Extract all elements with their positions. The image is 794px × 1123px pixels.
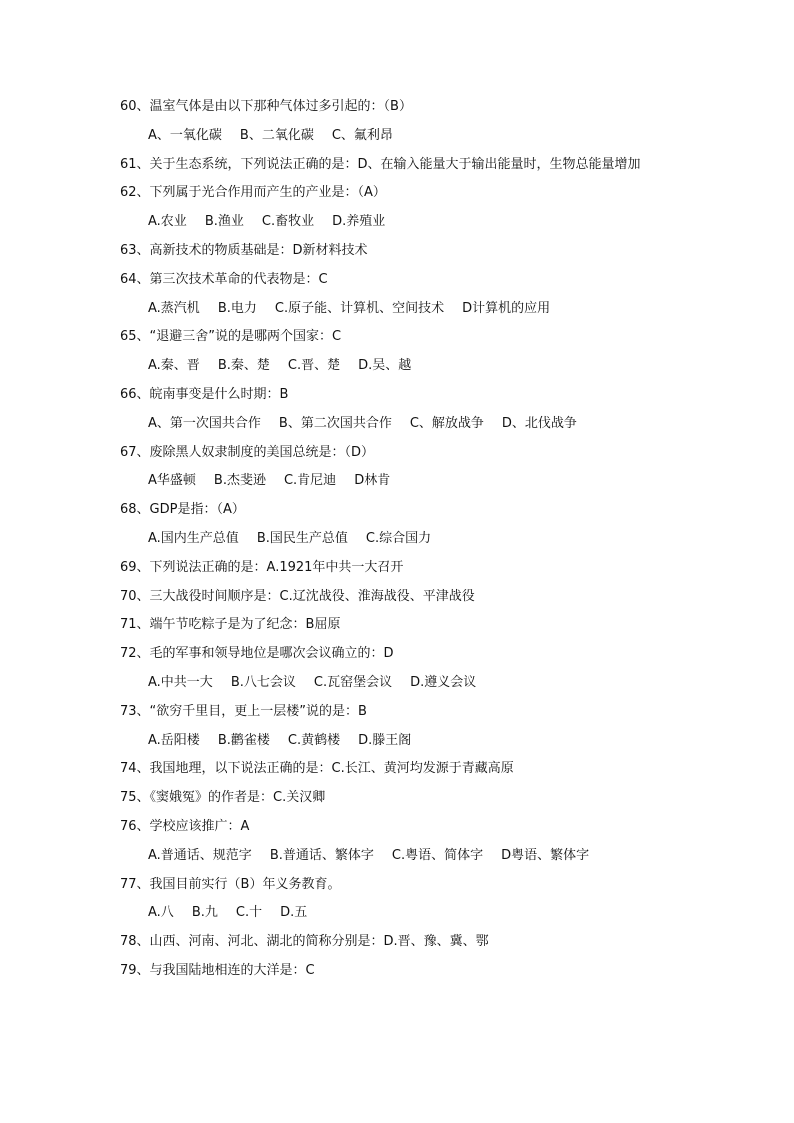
answer-option: B.九 xyxy=(191,905,218,921)
answer-option: D计算机的应用 xyxy=(462,300,551,316)
answer-option: C.晋、楚 xyxy=(287,358,341,374)
question-text: 71、端午节吃粽子是为了纪念：B屈原 xyxy=(120,617,341,633)
answer-options xyxy=(148,357,754,375)
answer-option: B.秦、楚 xyxy=(217,358,270,374)
answer-option: C.黄鹤楼 xyxy=(287,732,341,748)
answer-option: A.国内生产总值 xyxy=(148,531,239,546)
answer-option: A.秦、晋 xyxy=(148,358,200,374)
answer-option: D.滕王阁 xyxy=(358,732,412,748)
answer-option: B、第二次国共合作 xyxy=(278,415,392,431)
answer-option: D.养殖业 xyxy=(332,214,386,230)
answer-option: B.电力 xyxy=(217,300,257,316)
answer-option: C、解放战争 xyxy=(409,415,484,431)
answer-option: A华盛顿 xyxy=(148,473,196,489)
answer-option: B、二氧化碳 xyxy=(239,127,314,143)
answer-option: B.八七会议 xyxy=(230,675,296,690)
answer-option: C.肯尼迪 xyxy=(283,473,337,489)
answer-option: B.国民生产总值 xyxy=(256,531,348,546)
question-text: 67、废除黑人奴隶制度的美国总统是：（D） xyxy=(120,444,375,460)
answer-options xyxy=(148,415,754,433)
question-text: 75、《窦娥冤》的作者是：C.关汉卿 xyxy=(120,790,326,806)
answer-option: B.鹳雀楼 xyxy=(217,732,270,748)
answer-option: A.普通话、规范字 xyxy=(148,847,252,863)
answer-option: A、第一次国共合作 xyxy=(148,415,261,431)
answer-option: C.综合国力 xyxy=(365,531,432,546)
question-text: 60、温室气体是由以下那种气体过多引起的：（B） xyxy=(120,99,412,114)
question-text: 61、关于生态系统，下列说法正确的是：D、在输入能量大于输出能量时，生物总能量增加 xyxy=(120,156,641,172)
answer-option: A、一氧化碳 xyxy=(148,127,222,143)
answer-options xyxy=(148,904,754,922)
question-text: 76、学校应该推广：A xyxy=(120,819,250,834)
answer-option: C.原子能、计算机、空间技术 xyxy=(274,300,445,316)
answer-option: D.五 xyxy=(280,905,308,921)
question-text: 65、“退避三舍”说的是哪两个国家：C xyxy=(120,329,342,345)
answer-option: D、北伐战争 xyxy=(501,415,577,431)
answer-option: A.农业 xyxy=(148,214,187,230)
answer-options xyxy=(148,127,754,145)
answer-option: D林肯 xyxy=(354,473,391,489)
question-text: 78、山西、河南、河北、湖北的简称分别是：D.晋、豫、冀、鄂 xyxy=(120,934,489,950)
question-text: 70、三大战役时间顺序是：C.辽沈战役、淮海战役、平津战役 xyxy=(120,588,475,604)
answer-option: B.杰斐逊 xyxy=(213,473,266,489)
answer-options xyxy=(148,732,754,750)
question-text: 62、下列属于光合作用而产生的产业是：（A） xyxy=(120,185,386,201)
answer-option: C.十 xyxy=(235,905,263,921)
answer-option: A.蒸汽机 xyxy=(148,300,200,316)
question-text: 74、我国地理，以下说法正确的是：C.长江、黄河均发源于青藏高原 xyxy=(120,761,514,777)
question-text: 72、毛的军事和领导地位是哪次会议确立的：D xyxy=(120,646,394,662)
answer-option: D.吴、越 xyxy=(358,358,412,374)
answer-options xyxy=(148,530,754,548)
answer-option: C、氟利昂 xyxy=(331,127,393,143)
question-text: 77、我国目前实行（B）年义务教育。 xyxy=(120,876,341,892)
answer-option: B.普通话、繁体字 xyxy=(269,847,374,863)
answer-option: C.畜牧业 xyxy=(261,214,315,230)
answer-options xyxy=(148,213,754,231)
answer-option: C.粤语、简体字 xyxy=(391,847,484,863)
answer-option: A.岳阳楼 xyxy=(148,732,200,748)
answer-option: C.瓦窑堡会议 xyxy=(313,675,393,690)
answer-options xyxy=(148,300,754,318)
answer-option: D.遵义会议 xyxy=(410,675,477,690)
answer-option: D粤语、繁体字 xyxy=(501,847,590,863)
answer-options xyxy=(148,674,754,692)
question-text: 79、与我国陆地相连的大洋是：C xyxy=(120,963,315,978)
question-text: 73、“欲穷千里目，更上一层楼”说的是：B xyxy=(120,703,367,719)
question-text: 66、皖南事变是什么时期：B xyxy=(120,387,289,402)
question-text: 64、第三次技术革命的代表物是：C xyxy=(120,271,328,287)
answer-options xyxy=(148,472,754,490)
question-text: 63、高新技术的物质基础是：D新材料技术 xyxy=(120,243,368,258)
answer-option: A.八 xyxy=(148,905,174,921)
answer-option: A.中共一大 xyxy=(148,675,213,690)
question-text: 68、GDP是指：（A） xyxy=(120,502,245,518)
answer-option: B.渔业 xyxy=(204,214,244,230)
question-text: 69、下列说法正确的是：A.1921年中共一大召开 xyxy=(120,559,404,575)
answer-options xyxy=(148,847,754,865)
